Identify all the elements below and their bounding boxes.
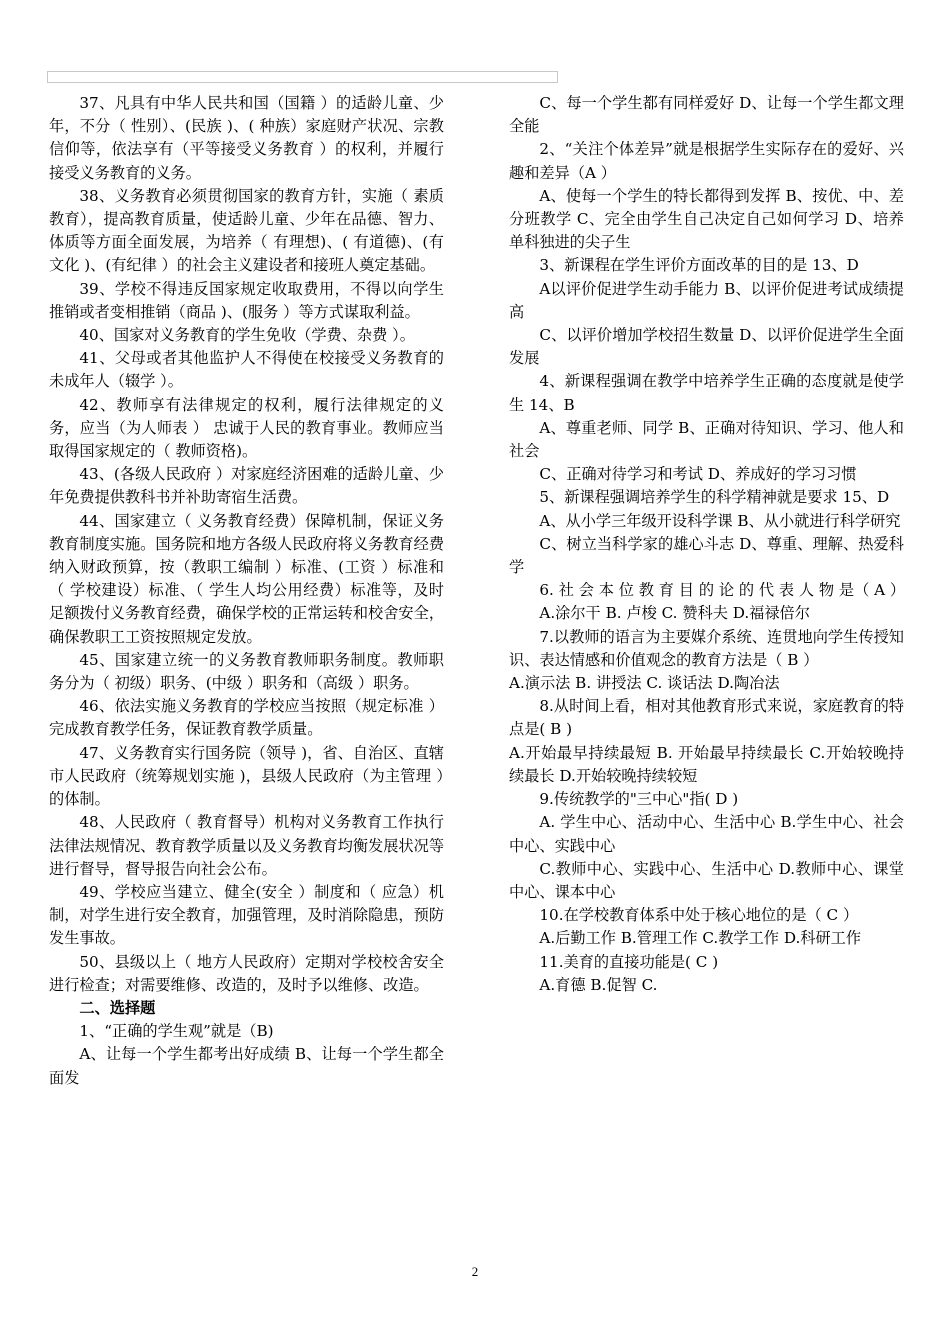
paragraph: A、从小学三年级开设科学课 B、从小就进行科学研究 xyxy=(539,511,901,530)
paragraph: 6. 社 会 本 位 教 育 目 的 论 的 代 表 人 物 是（ A ） xyxy=(539,581,906,600)
paragraph: A.开始最早持续最短 B. 开始最早持续最长 C.开始较晚持续最长 D.开始较晚持续较短 xyxy=(509,743,904,785)
paragraph: 46、依法实施义务教育的学校应当按照（规定标准 ）完成教育教学任务，保证教育教学质量。 xyxy=(49,697,444,739)
paragraph: 2、“关注个体差异”就是根据学生实际存在的爱好、兴趣和差异（A ） xyxy=(509,140,904,182)
paragraph: A、让每一个学生都考出好成绩 B、让每一个学生都全面发 xyxy=(49,1045,444,1087)
paragraph: 5、新课程强调培养学生的科学精神就是要求 15、D xyxy=(539,488,890,507)
paragraph: A、尊重老师、同学 B、正确对待知识、学习、他人和社会 xyxy=(509,418,904,461)
paragraph: 49、学校应当建立、健全(安全 ）制度和（ 应急）机制，对学生进行安全教育，加强管理，及时消除隐患，预防发生事故。 xyxy=(49,882,444,948)
paragraph: C.教师中心、实践中心、生活中心 D.教师中心、课堂中心、课本中心 xyxy=(509,859,904,901)
paragraph: A.演示法 B. 讲授法 C. 谈话法 D.陶冶法 xyxy=(509,674,780,693)
paragraph: 48、人民政府（ 教育督导）机构对义务教育工作执行法律法规情况、教育教学质量以及义务教育均衡发展状况等进行督导，督导报告向社会公布。 xyxy=(49,813,444,878)
right-column xyxy=(509,92,904,997)
paragraph: 39、学校不得违反国家规定收取费用，不得以向学生推销或者变相推销（商品 )、(服务 ）等方式谋取利益。 xyxy=(49,279,444,321)
header-rule-box xyxy=(47,71,558,83)
paragraph: A. 学生中心、活动中心、生活中心 B.学生中心、社会中心、实践中心 xyxy=(509,813,904,855)
paragraph: 45、国家建立统一的义务教育教师职务制度。教师职务分为（ 初级）职务、(中级 ）职务和（高级 ）职务。 xyxy=(49,650,444,693)
paragraph: 7.以教师的语言为主要媒介系统、连贯地向学生传授知识、表达情感和价值观念的教育方法是（ B ） xyxy=(509,627,904,669)
paragraph: A以评价促进学生动手能力 B、以评价促进考试成绩提高 xyxy=(509,279,904,321)
paragraph: 1、“正确的学生观”就是（B) xyxy=(79,1022,274,1041)
paragraph: 42、教师享有法律规定的权利，履行法律规定的义务，应当（为人师表 ） 忠诚于人民的教育事业。教师应当取得国家规定的（ 教师资格)。 xyxy=(49,395,444,461)
page-number: 2 xyxy=(471,1264,479,1279)
paragraph: 44、国家建立（ 义务教育经费）保障机制，保证义务教育制度实施。国务院和地方各级人民政府将义务教育经费纳入财政预算，按（教职工编制 ）标准、(工资 ）标准和（ 学校建设）标准、（ 学生人均公用经费）标准等，及时足额拨付义务教育经费，确保学校的正常运转和校舍安全，确保教职工工资按照规定发放。 xyxy=(49,511,444,646)
paragraph: 11.美育的直接功能是( C ) xyxy=(539,952,719,971)
paragraph: 3、新课程在学生评价方面改革的目的是 13、D xyxy=(539,256,859,275)
paragraph: A.育德 B.促智 C. xyxy=(539,975,658,994)
paragraph: 47、义务教育实行国务院（领导 )，省、自治区、直辖市人民政府（统筹规划实施 )，县级人民政府（为主管理 ）的体制。 xyxy=(49,743,444,809)
paragraph: 41、父母或者其他监护人不得使在校接受义务教育的未成年人（辍学 ）。 xyxy=(49,349,444,391)
paragraph: 50、县级以上（ 地方人民政府）定期对学校校舍安全进行检查；对需要维修、改造的，及时予以维修、改造。 xyxy=(49,952,444,994)
paragraph: C、树立当科学家的雄心斗志 D、尊重、理解、热爱科学 xyxy=(509,534,904,577)
paragraph: A.涂尔干 B. 卢梭 C. 赞科夫 D.福禄倍尔 xyxy=(539,604,810,623)
section-heading: 二、选择题 xyxy=(79,998,156,1017)
paragraph: 38、义务教育必须贯彻国家的教育方针，实施（ 素质教育），提高教育质量，使适龄儿童、少年在品德、智力、体质等方面全面发展，为培养（ 有理想)、( 有道德)、(有文化 )、(有纪律 ）的社会主义建设者和接班人奠定基础。 xyxy=(49,186,444,275)
paragraph: 9.传统教学的"三中心"指( D ) xyxy=(539,790,739,809)
paragraph: A、使每一个学生的特长都得到发挥 B、按优、中、差分班教学 C、完全由学生自己决定自己如何学习 D、培养单科独进的尖子生 xyxy=(509,186,904,252)
paragraph: C、正确对待学习和考试 D、养成好的学习习惯 xyxy=(539,465,857,484)
paragraph: A.后勤工作 B.管理工作 C.教学工作 D.科研工作 xyxy=(539,929,862,948)
paragraph: 43、(各级人民政府 ）对家庭经济困难的适龄儿童、少年免费提供教科书并补助寄宿生活费。 xyxy=(49,465,444,507)
left-column xyxy=(49,92,444,1090)
paragraph: 10.在学校教育体系中处于核心地位的是（ C ） xyxy=(539,906,859,925)
paragraph: 37、凡具有中华人民共和国（国籍 ）的适龄儿童、少年，不分（ 性别）、(民族 )、( 种族）家庭财产状况、宗教信仰等，依法享有（平等接受义务教育 ）的权利，并履行接受义务教育的义务。 xyxy=(49,94,444,182)
paragraph: 40、国家对义务教育的学生免收（学费、杂费 ）。 xyxy=(79,326,415,345)
paragraph: 8.从时间上看，相对其他教育形式来说，家庭教育的特点是( B ) xyxy=(509,697,904,739)
paragraph: 4、新课程强调在教学中培养学生正确的态度就是使学生 14、B xyxy=(509,372,904,414)
paragraph: C、以评价增加学校招生数量 D、以评价促进学生全面发展 xyxy=(509,326,904,368)
paragraph: C、每一个学生都有同样爱好 D、让每一个学生都文理全能 xyxy=(509,94,904,136)
